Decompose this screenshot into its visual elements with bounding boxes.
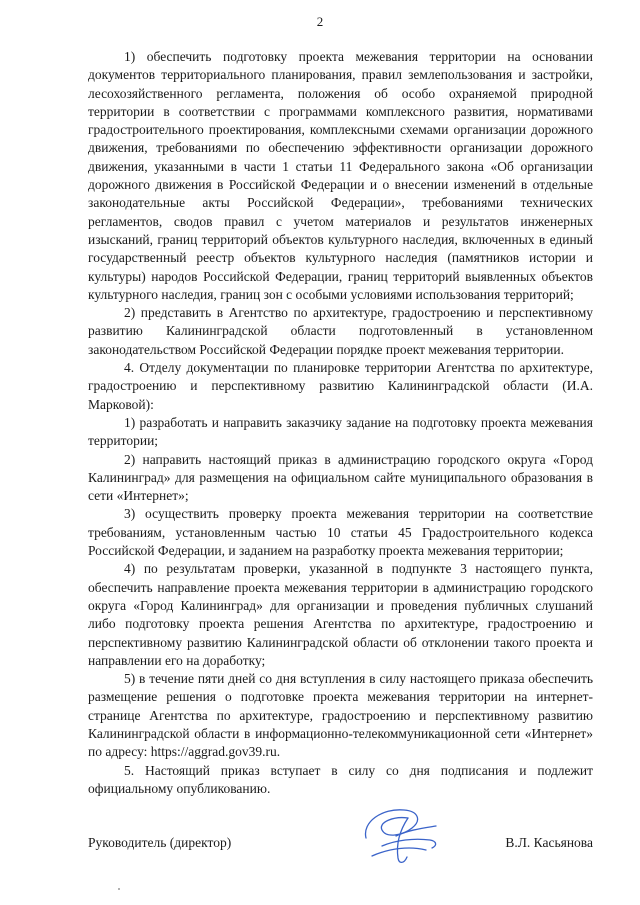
page-number: 2	[316, 14, 324, 29]
paragraph-item-2-submit-project: 2) представить в Агентство по архитектуре, градостроению и перспективному развитию Калининградской области подготовленный в установленном законодательством Российской Федерации порядке проект межевания территории.	[88, 305, 593, 357]
paragraph-section-4-item-2: 2) направить настоящий приказ в администрацию городского округа «Город Калининград» для размещения на официальном сайте муниципального образования в сети «Интернет»;	[88, 451, 593, 504]
handwritten-signature	[352, 800, 448, 872]
paragraph-section-5-effective: 5. Настоящий приказ вступает в силу со дня подписания и подлежит официальному опубликованию.	[88, 762, 593, 796]
scan-artifact-dot	[118, 888, 120, 890]
paragraph-section-4-item-5: 5) в течение пяти дней со дня вступления в силу настоящего приказа обеспечить размещение решения о подготовке проекта межевания территории на интернет-странице Агентства по архитектуре, градостроению и перспективному развитию Калининградской области в информационно-телекоммуникационной сети «Интернет» по адресу: https://aggrad.gov39.ru.	[88, 671, 593, 760]
paragraph-section-4-item-1: 1) разработать и направить заказчику задание на подготовку проекта межевания территории;	[88, 414, 593, 449]
document-body	[88, 48, 593, 798]
paragraph-section-4-department: 4. Отделу документации по планировке территории Агентства по архитектуре, градостроению и перспективному развитию Калининградской области (И.А. Марковой):	[88, 360, 593, 412]
paragraph-item-1-prepare-project: 1) обеспечить подготовку проекта межевания территории на основании документов территориального планирования, правил землепользования и застройки, лесохозяйственного регламента, положения об особо охраняемой природной территории в соответствии с программами комплексного развития, нормативами градостроительного проектирования, комплексными схемами организации дорожного движения, требованиями по обеспечению эффективности организации дорожного движения, указанными в части 1 статьи 11 Федерального закона «Об организации дорожного движения в Российской Федерации и о внесении изменений в отдельные законодательные акты Российской Федерации», требованиями технических регламентов, сводов правил с учетом материалов и результатов инженерных изысканий, границ территорий объектов культурного наследия, включенных в единый государственный реестр объектов культурного наследия (памятников истории и культуры) народов Российской Федерации, границ территорий выявленных объектов культурного наследия, границ зон с особыми условиями использования территорий;	[88, 49, 593, 302]
signer-name: В.Л. Касьянова	[505, 835, 593, 850]
paragraph-section-4-item-3: 3) осуществить проверку проекта межевания территории на соответствие требованиям, установленным частью 10 статьи 45 Градостроительного кодекса Российской Федерации, и заданием на разработку проекта межевания территории;	[88, 506, 593, 559]
paragraph-section-4-item-4: 4) по результатам проверки, указанной в подпункте 3 настоящего пункта, обеспечить направление проекта межевания территории в администрацию городского округа «Город Калининград» для организации и проведения публичных слушаний либо подготовку проекта решения Агентства по архитектуре, градостроению и перспективному развитию Калининградской области об отклонении такого проекта и направлении его на доработку;	[88, 561, 593, 668]
signer-title: Руководитель (директор)	[88, 835, 232, 850]
